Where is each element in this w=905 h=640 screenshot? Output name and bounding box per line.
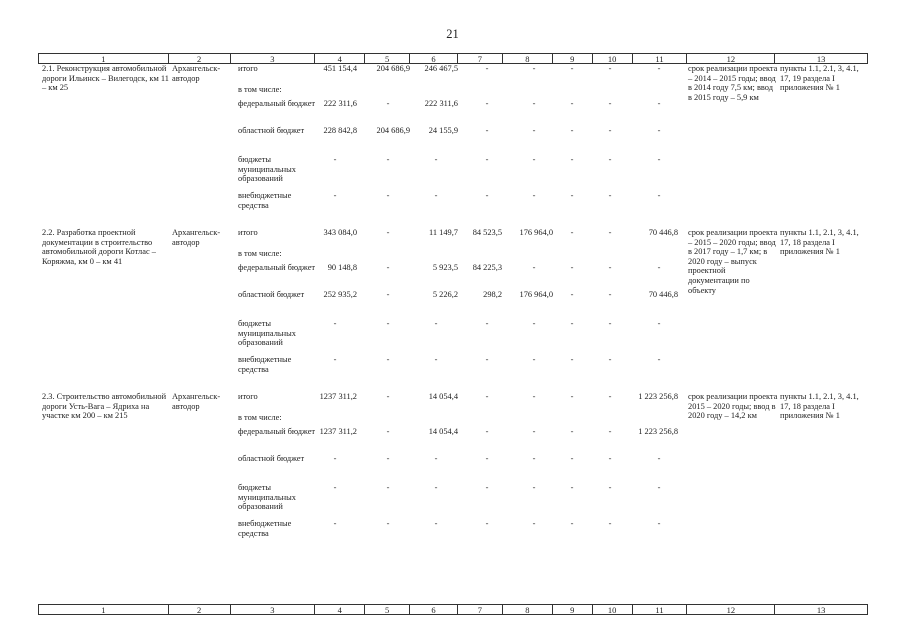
empty-value: - <box>434 519 438 528</box>
page-number: 21 <box>446 27 459 41</box>
value-cell: 70 446,8 <box>648 290 678 299</box>
empty-value: - <box>532 454 536 463</box>
value-cell: 176 964,0 <box>519 228 553 237</box>
value-cell: 204 686,9 <box>376 64 410 73</box>
row-label: областной бюджет <box>238 290 305 299</box>
footer-col-3: 3 <box>231 605 316 614</box>
row-label: федеральный бюджет <box>238 99 316 108</box>
empty-value: - <box>434 454 438 463</box>
header-col-4: 4 <box>315 54 365 63</box>
empty-value: - <box>485 355 489 364</box>
empty-value: - <box>570 64 574 73</box>
header-col-7: 7 <box>458 54 503 63</box>
empty-value: - <box>485 99 489 108</box>
section-refs: пункты 1.1, 2.1, 3, 4.1, 17, 18 раздела I приложения № 1 <box>780 228 859 257</box>
value-cell: 222 311,6 <box>323 99 357 108</box>
footer-col-2: 2 <box>169 605 231 614</box>
table-row <box>38 355 868 374</box>
empty-value: - <box>608 454 612 463</box>
empty-value: - <box>570 355 574 364</box>
empty-value: - <box>485 191 489 200</box>
empty-value: - <box>657 454 661 463</box>
empty-value: - <box>386 319 390 328</box>
empty-value: - <box>657 64 661 73</box>
value-cell: 1 223 256,8 <box>638 392 678 401</box>
table-row <box>38 319 868 348</box>
header-col-1: 1 <box>39 54 169 63</box>
empty-value: - <box>532 191 536 200</box>
section-term: срок реализации проекта 2015 – 2020 годы; ввод в 2020 году – 14,2 км <box>688 392 778 421</box>
empty-value: - <box>434 155 438 164</box>
footer-col-11: 11 <box>633 605 688 614</box>
row-label: внебюджетные средства <box>238 519 292 538</box>
column-header-row <box>38 53 868 64</box>
value-cell: 14 054,4 <box>428 392 458 401</box>
header-col-11: 11 <box>633 54 688 63</box>
empty-value: - <box>608 191 612 200</box>
row-label: итого <box>238 64 258 73</box>
footer-col-9: 9 <box>553 605 593 614</box>
empty-value: - <box>608 290 612 299</box>
empty-value: - <box>386 155 390 164</box>
empty-value: - <box>532 483 536 492</box>
empty-value: - <box>485 483 489 492</box>
row-label: бюджеты муниципальных образований <box>238 155 296 184</box>
empty-value: - <box>657 126 661 135</box>
value-cell: 252 935,2 <box>323 290 357 299</box>
empty-value: - <box>608 519 612 528</box>
empty-value: - <box>608 392 612 401</box>
empty-value: - <box>608 319 612 328</box>
empty-value: - <box>485 519 489 528</box>
empty-value: - <box>570 126 574 135</box>
empty-value: - <box>485 427 489 436</box>
empty-value: - <box>532 126 536 135</box>
table-row <box>38 483 868 512</box>
header-col-3: 3 <box>231 54 316 63</box>
row-label: областной бюджет <box>238 126 305 135</box>
empty-value: - <box>608 263 612 272</box>
value-cell: 298,2 <box>483 290 502 299</box>
table-row <box>38 64 868 74</box>
value-cell: 84 225,3 <box>472 263 502 272</box>
empty-value: - <box>532 519 536 528</box>
value-cell: 451 154,4 <box>323 64 357 73</box>
value-cell: 1237 311,2 <box>319 392 357 401</box>
empty-value: - <box>333 355 337 364</box>
table-row <box>38 519 868 538</box>
empty-value: - <box>434 483 438 492</box>
footer-col-6: 6 <box>410 605 458 614</box>
empty-value: - <box>570 228 574 237</box>
row-label: федеральный бюджет <box>238 263 316 272</box>
footer-col-13: 13 <box>816 605 826 615</box>
column-footer-row <box>38 604 868 615</box>
header-col-12: 12 <box>687 54 775 63</box>
empty-value: - <box>485 155 489 164</box>
empty-value: - <box>532 99 536 108</box>
row-label: итого <box>238 228 258 237</box>
table-row <box>38 427 868 437</box>
value-cell: 343 084,0 <box>323 228 357 237</box>
section-title: 2.2. Разработка проектной документации в строительство автомобильной дороги Котлас – Коряжма, км 0 – км 41 <box>42 228 156 266</box>
row-label: областной бюджет <box>238 454 305 463</box>
empty-value: - <box>608 99 612 108</box>
empty-value: - <box>532 392 536 401</box>
header-col-8: 8 <box>503 54 553 63</box>
empty-value: - <box>333 319 337 328</box>
footer-col-7: 7 <box>458 605 503 614</box>
footer-col-8: 8 <box>503 605 553 614</box>
value-cell: 246 467,5 <box>424 64 458 73</box>
empty-value: - <box>386 290 390 299</box>
empty-value: - <box>386 483 390 492</box>
empty-value: - <box>570 290 574 299</box>
empty-value: - <box>386 99 390 108</box>
empty-value: - <box>386 228 390 237</box>
empty-value: - <box>532 427 536 436</box>
empty-value: - <box>532 263 536 272</box>
value-cell: 222 311,6 <box>424 99 458 108</box>
value-cell: 5 226,2 <box>432 290 458 299</box>
empty-value: - <box>386 355 390 364</box>
row-label: федеральный бюджет <box>238 427 316 436</box>
empty-value: - <box>570 99 574 108</box>
value-cell: 11 149,7 <box>428 228 458 237</box>
empty-value: - <box>570 519 574 528</box>
section-term: срок реализации проекта – 2015 – 2020 годы; ввод в 2017 году – 1,7 км; в 2020 году – выпуск проектной документации по объекту <box>688 228 778 295</box>
row-label: в том числе: <box>238 249 282 258</box>
empty-value: - <box>386 392 390 401</box>
empty-value: - <box>657 99 661 108</box>
footer-col-12: 12 <box>687 605 775 614</box>
value-cell: 176 964,0 <box>519 290 553 299</box>
empty-value: - <box>485 319 489 328</box>
row-label: внебюджетные средства <box>238 355 292 374</box>
empty-value: - <box>657 155 661 164</box>
empty-value: - <box>333 454 337 463</box>
empty-value: - <box>386 191 390 200</box>
empty-value: - <box>434 191 438 200</box>
table-row <box>38 126 868 136</box>
empty-value: - <box>657 355 661 364</box>
empty-value: - <box>570 263 574 272</box>
empty-value: - <box>657 263 661 272</box>
table-row <box>38 263 868 273</box>
empty-value: - <box>657 483 661 492</box>
table-row <box>38 413 868 423</box>
section-executor: Архангельск-автодор <box>172 392 221 411</box>
empty-value: - <box>570 454 574 463</box>
section-title: 2.1. Реконструкция автомобильной дороги Ильинск – Вилегодск, км 11 – км 25 <box>42 64 169 93</box>
header-col-2: 2 <box>169 54 231 63</box>
value-cell: 70 446,8 <box>648 228 678 237</box>
row-label: внебюджетные средства <box>238 191 292 210</box>
empty-value: - <box>485 126 489 135</box>
empty-value: - <box>532 155 536 164</box>
empty-value: - <box>608 483 612 492</box>
empty-value: - <box>570 427 574 436</box>
row-label: в том числе: <box>238 413 282 422</box>
empty-value: - <box>570 191 574 200</box>
header-col-5: 5 <box>365 54 410 63</box>
empty-value: - <box>532 355 536 364</box>
section-executor: Архангельск-автодор <box>172 228 221 247</box>
empty-value: - <box>570 155 574 164</box>
table-row <box>38 249 868 259</box>
table-row <box>38 99 868 109</box>
empty-value: - <box>386 454 390 463</box>
footer-col-10: 10 <box>593 605 633 614</box>
empty-value: - <box>608 427 612 436</box>
header-col-10: 10 <box>593 54 633 63</box>
empty-value: - <box>657 191 661 200</box>
empty-value: - <box>532 64 536 73</box>
section-title: 2.3. Строительство автомобильной дороги Усть-Вага – Ядриха на участке км 200 – км 215 <box>42 392 167 421</box>
empty-value: - <box>570 319 574 328</box>
value-cell: 90 148,8 <box>327 263 357 272</box>
footer-col-1: 1 <box>39 605 169 614</box>
empty-value: - <box>608 126 612 135</box>
section-refs: пункты 1.1, 2.1, 3, 4.1, 17, 19 раздела I приложения № 1 <box>780 64 859 93</box>
footer-col-5: 5 <box>365 605 410 614</box>
empty-value: - <box>657 519 661 528</box>
section-executor: Архангельск-автодор <box>172 64 221 83</box>
empty-value: - <box>657 319 661 328</box>
empty-value: - <box>608 155 612 164</box>
header-col-13: 13 <box>816 54 826 64</box>
value-cell: 24 155,9 <box>428 126 458 135</box>
empty-value: - <box>485 392 489 401</box>
table-row <box>38 228 868 238</box>
empty-value: - <box>485 454 489 463</box>
value-cell: 228 842,8 <box>323 126 357 135</box>
empty-value: - <box>608 355 612 364</box>
row-label: бюджеты муниципальных образований <box>238 483 296 512</box>
table-row <box>38 454 868 464</box>
empty-value: - <box>333 519 337 528</box>
header-col-6: 6 <box>410 54 458 63</box>
row-label: бюджеты муниципальных образований <box>238 319 296 348</box>
empty-value: - <box>570 483 574 492</box>
table-row <box>38 191 868 210</box>
empty-value: - <box>333 483 337 492</box>
section-term: срок реализации проекта – 2014 – 2015 годы; ввод в 2014 году 7,5 км; ввод в 2015 году – 5,9 км <box>688 64 778 102</box>
empty-value: - <box>386 427 390 436</box>
table-row <box>38 155 868 184</box>
empty-value: - <box>570 392 574 401</box>
empty-value: - <box>608 228 612 237</box>
value-cell: 5 923,5 <box>432 263 458 272</box>
empty-value: - <box>386 263 390 272</box>
table-row <box>38 290 868 300</box>
section-refs: пункты 1.1, 2.1, 3, 4.1, 17, 18 раздела I приложения № 1 <box>780 392 859 421</box>
empty-value: - <box>532 319 536 328</box>
table-row <box>38 85 868 95</box>
header-col-9: 9 <box>553 54 593 63</box>
value-cell: 14 054,4 <box>428 427 458 436</box>
footer-col-4: 4 <box>315 605 365 614</box>
empty-value: - <box>434 355 438 364</box>
empty-value: - <box>333 155 337 164</box>
row-label: итого <box>238 392 258 401</box>
empty-value: - <box>386 519 390 528</box>
value-cell: 204 686,9 <box>376 126 410 135</box>
empty-value: - <box>608 64 612 73</box>
value-cell: 84 523,5 <box>472 228 502 237</box>
empty-value: - <box>485 64 489 73</box>
empty-value: - <box>434 319 438 328</box>
value-cell: 1 223 256,8 <box>638 427 678 436</box>
value-cell: 1237 311,2 <box>319 427 357 436</box>
row-label: в том числе: <box>238 85 282 94</box>
table-row <box>38 392 868 402</box>
empty-value: - <box>333 191 337 200</box>
